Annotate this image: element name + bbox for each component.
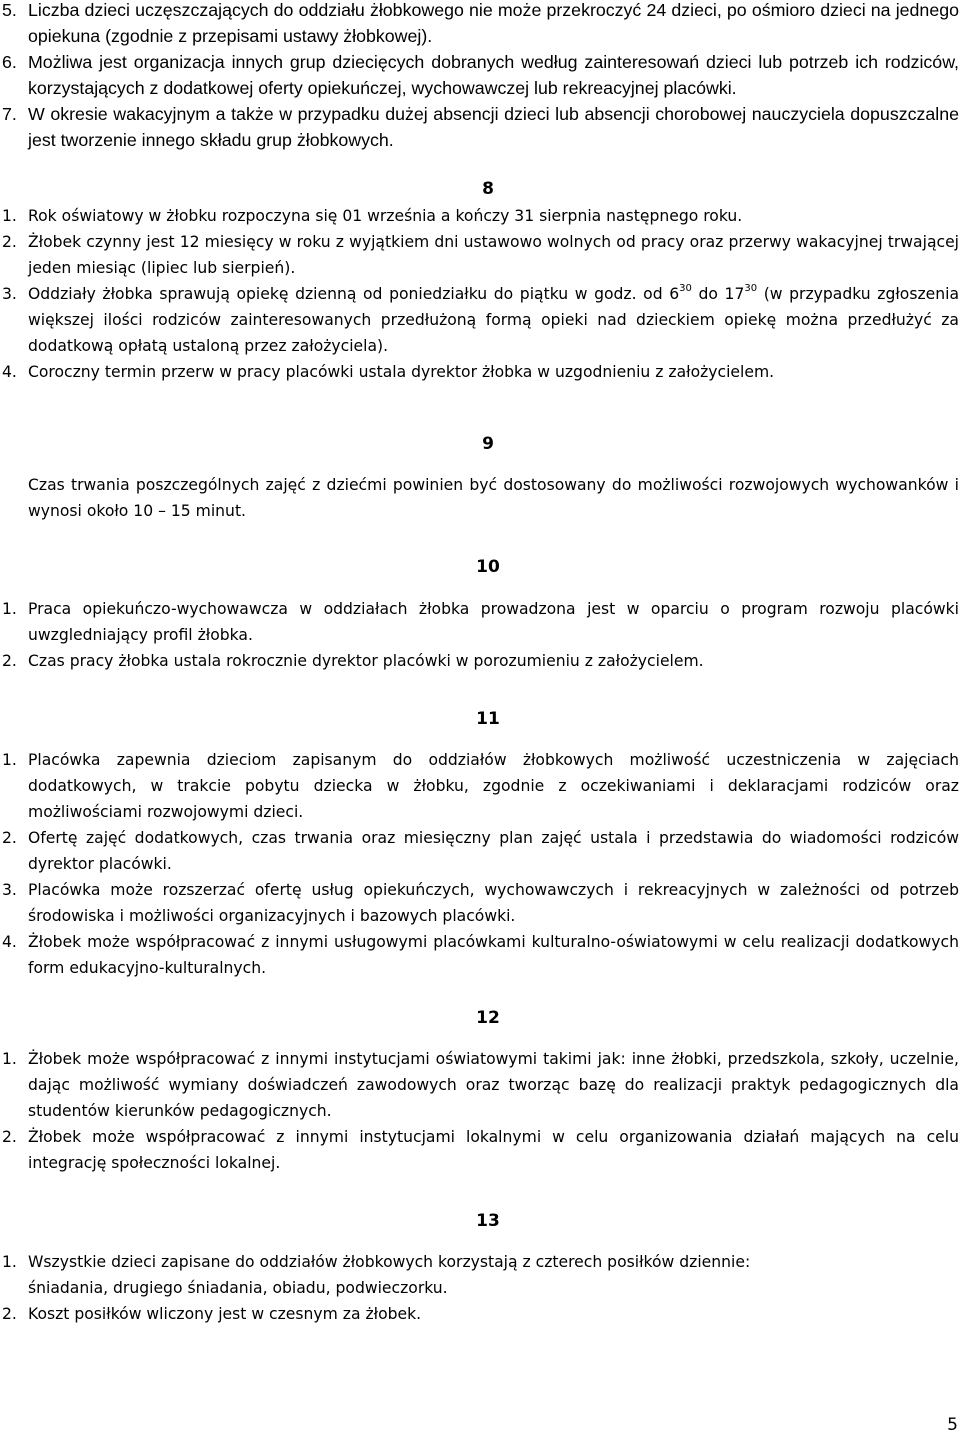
section-heading-12 — [0, 1005, 960, 1031]
item-number: 1. — [2, 1050, 17, 1068]
section-heading-13 — [0, 1208, 960, 1234]
item-text-part: (w przypadku zgłoszenia większej ilości rodziców zainteresowanych przedłużoną formą opieki nad dzieckiem opiekę można przedłużyć za dodatkową opłatą ustaloną przez założyciela). — [28, 285, 959, 355]
item-text-part: do 17 — [691, 285, 745, 303]
list-top — [0, 0, 960, 153]
list-item — [0, 877, 960, 929]
item-text-line: śniadania, drugiego śniadania, obiadu, podwieczorku. — [28, 1279, 448, 1297]
list-item — [0, 929, 960, 981]
item-number: 2. — [2, 233, 17, 251]
item-text: Liczba dzieci uczęszczających do oddziału żłobkowego nie może przekroczyć 24 dzieci, po ośmioro dzieci na jednego opiekuna (zgodnie z przepisami ustawy żłobkowej). — [28, 0, 959, 46]
section-9-body — [0, 472, 960, 524]
list-item — [0, 747, 960, 825]
superscript-minutes: 30 — [744, 283, 758, 294]
list-item — [0, 1301, 960, 1327]
list-item — [0, 1124, 960, 1176]
item-text: Żłobek czynny jest 12 miesięcy w roku z wyjątkiem dni ustawowo wolnych od pracy oraz przerwy wakacyjnej trwającej jeden miesiąc (lipiec lub sierpień). — [28, 233, 959, 277]
section-label: 12 — [476, 1008, 500, 1028]
item-text: Żłobek może współpracować z innymi instytucjami oświatowymi takimi jak: inne żłobki, przedszkola, szkoły, uczelnie, dając możliwość wymiany doświadczeń zawodowych oraz tworząc bazę do realizacji praktyk pedagogicznych dla studentów kierunków pedagogicznych. — [28, 1050, 959, 1120]
section-label: 13 — [476, 1211, 500, 1231]
item-number: 3. — [2, 881, 17, 899]
section-heading-8 — [0, 176, 960, 202]
item-text — [28, 281, 959, 359]
section-label: 9 — [482, 434, 494, 454]
list-item — [0, 596, 960, 648]
item-text: Placówka zapewnia dzieciom zapisanym do oddziałów żłobkowych możliwość uczestniczenia w zajęciach dodatkowych, w trakcie pobytu dziecka w żłobku, zgodnie z oczekiwaniami i deklaracjami rodziców oraz możliwościami rozwojowymi dzieci. — [28, 751, 959, 821]
section-12-list — [0, 1046, 960, 1176]
item-number: 6. — [2, 52, 17, 72]
list-item — [0, 101, 960, 153]
item-number: 2. — [2, 829, 17, 847]
item-text: W okresie wakacyjnym a także w przypadku dużej absencji dzieci lub absencji chorobowej nauczyciela dopuszczalne jest tworzenie innego składu grup żłobkowych. — [28, 104, 959, 150]
list-item — [0, 1046, 960, 1124]
section-label: 8 — [482, 179, 494, 199]
section-10-list — [0, 596, 960, 674]
item-number: 4. — [2, 933, 17, 951]
item-text: Koszt posiłków wliczony jest w czesnym za żłobek. — [28, 1305, 422, 1323]
item-number: 2. — [2, 652, 17, 670]
item-number: 7. — [2, 104, 17, 124]
list-item — [0, 648, 960, 674]
list-item — [0, 229, 960, 281]
section-13-list — [0, 1249, 960, 1327]
section-heading-9 — [0, 431, 960, 457]
item-number: 5. — [2, 0, 17, 20]
section-heading-10 — [0, 554, 960, 580]
list-item — [0, 203, 960, 229]
item-text: Możliwa jest organizacja innych grup dziecięcych dobranych według zainteresowań dzieci lub potrzeb ich rodziców, korzystających z dodatkowej oferty opiekuńczej, wychowawczej lub rekreacyjnej placówki. — [28, 52, 959, 98]
section-label: 11 — [476, 709, 500, 729]
item-text-part: Oddziały żłobka sprawują opiekę dzienną od poniedziałku do piątku w godz. od 6 — [28, 285, 680, 303]
item-text-line: Wszystkie dzieci zapisane do oddziałów żłobkowych korzystają z czterech posiłków dziennie: — [28, 1253, 751, 1271]
list-item — [0, 0, 960, 49]
item-text: Czas pracy żłobka ustala rokrocznie dyrektor placówki w porozumieniu z założycielem. — [28, 652, 704, 670]
item-text: Coroczny termin przerw w pracy placówki ustala dyrektor żłobka w uzgodnieniu z założycielem. — [28, 363, 775, 381]
item-text: Praca opiekuńczo-wychowawcza w oddziałach żłobka prowadzona jest w oparciu o program rozwoju placówki uwzgledniający profil żłobka. — [28, 600, 959, 644]
item-text: Żłobek może współpracować z innymi usługowymi placówkami kulturalno-oświatowymi w celu realizacji dodatkowych form edukacyjno-kulturalnych. — [28, 933, 959, 977]
item-number: 1. — [2, 751, 17, 769]
list-item — [0, 359, 960, 385]
section-8-list — [0, 203, 960, 385]
item-number: 1. — [2, 600, 17, 618]
section-11-list — [0, 747, 960, 981]
item-number: 1. — [2, 207, 17, 225]
page-number: 5 — [947, 1415, 958, 1435]
item-number: 2. — [2, 1128, 17, 1146]
item-number: 1. — [2, 1253, 17, 1271]
list-item — [0, 281, 960, 359]
list-item — [0, 49, 960, 101]
item-text: Placówka może rozszerzać ofertę usług opiekuńczych, wychowawczych i rekreacyjnych w zależności od potrzeb środowiska i możliwości organizacyjnych i bazowych placówki. — [28, 881, 959, 925]
item-text — [28, 1249, 959, 1301]
item-text: Ofertę zajęć dodatkowych, czas trwania oraz miesięczny plan zajęć ustala i przedstawia do wiadomości rodziców dyrektor placówki. — [28, 829, 959, 873]
paragraph: Czas trwania poszczególnych zajęć z dziećmi powinien być dostosowany do możliwości rozwojowych wychowanków i wynosi około 10 – 15 minut. — [28, 476, 959, 520]
item-number: 3. — [2, 285, 17, 303]
item-text: Rok oświatowy w żłobku rozpoczyna się 01 września a kończy 31 sierpnia następnego roku. — [28, 207, 743, 225]
superscript-minutes: 30 — [679, 283, 692, 294]
item-number: 2. — [2, 1305, 17, 1323]
item-text: Żłobek może współpracować z innymi instytucjami lokalnymi w celu organizowania działań mających na celu integrację społeczności lokalnej. — [28, 1128, 959, 1172]
section-heading-11 — [0, 706, 960, 732]
list-item — [0, 825, 960, 877]
section-label: 10 — [476, 557, 500, 577]
list-item — [0, 1249, 960, 1301]
item-number: 4. — [2, 363, 17, 381]
